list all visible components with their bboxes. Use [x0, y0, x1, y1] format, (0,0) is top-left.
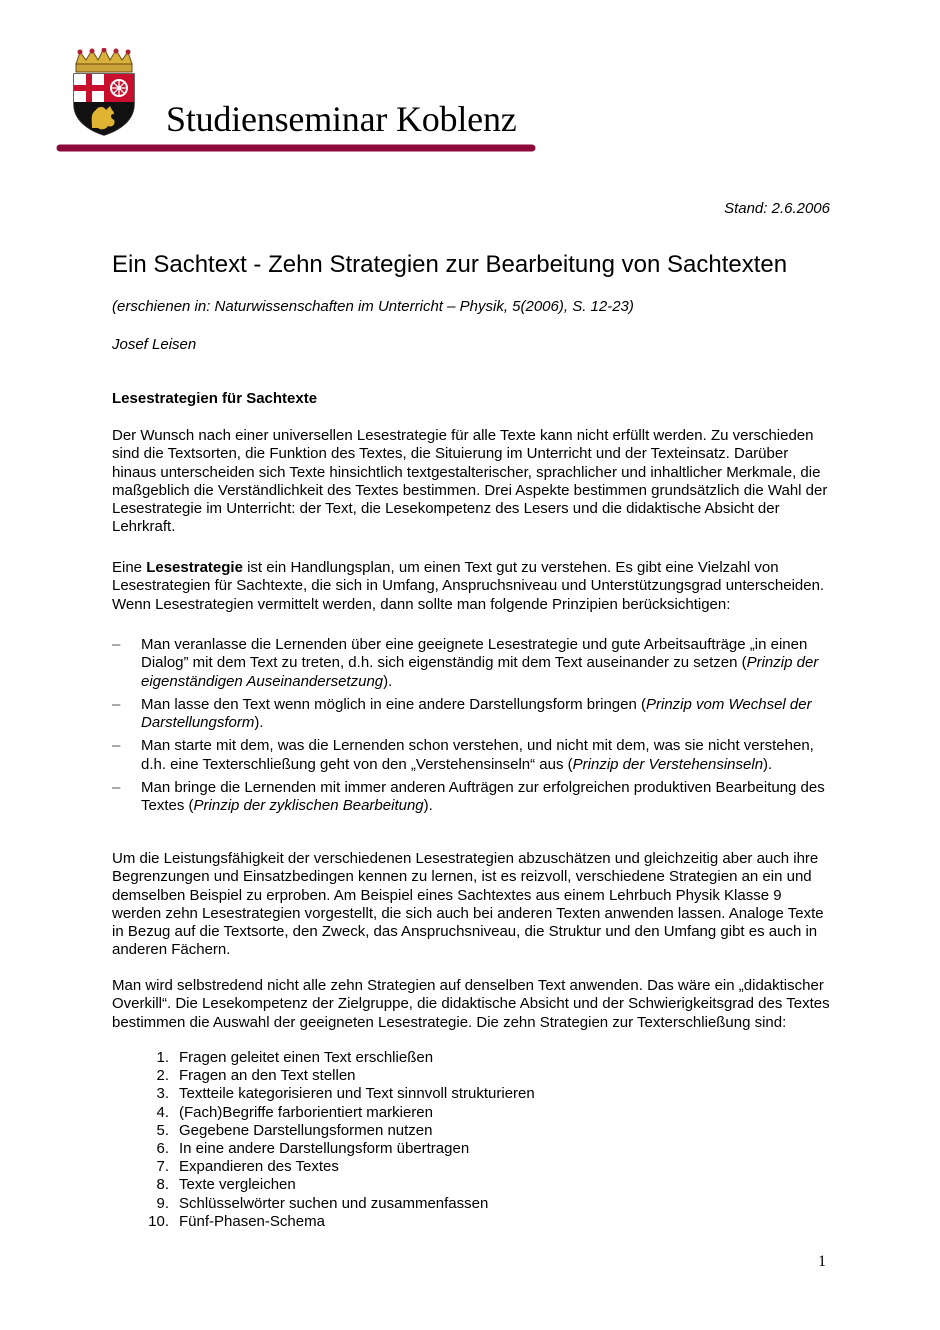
principle-name: Prinzip der Verstehensinseln — [572, 755, 764, 773]
stand-date: Stand: 2.6.2006 — [724, 200, 830, 217]
publication-note: (erschienen in: Naturwissenschaften im Unterricht – Physik, 5(2006), S. 12-23) — [112, 298, 634, 315]
principle-name: Prinzip vom Wechsel der Darstellungsform — [141, 695, 812, 732]
list-item — [112, 1104, 832, 1122]
list-number: 5. — [156, 1121, 169, 1139]
list-item — [112, 779, 832, 816]
list-item — [112, 696, 832, 733]
strategy-label: Fragen an den Text stellen — [179, 1067, 356, 1085]
strategy-label: Gegebene Darstellungsformen nutzen — [179, 1121, 433, 1139]
strategy-label: Textteile kategorisieren und Text sinnvoll strukturieren — [179, 1085, 535, 1103]
list-item — [112, 636, 832, 691]
list-item — [112, 737, 832, 774]
principle-tail: ). — [763, 755, 773, 773]
term-lesestrategie: Lesestrategie — [146, 559, 243, 576]
strategy-label: Fragen geleitet einen Text erschließen — [179, 1049, 434, 1066]
paragraph-auswahl: Man wird selbstredend nicht alle zehn Strategien auf denselben Text anwenden. Das wäre ein „didaktischer Overkill“. Die Lesekompetenz der Zielgruppe, die didaktische Absicht und der Schwierigkeitsgrad des Textes bestimmen die Auswahl der geeigneten Lesestrategie. Die zehn Strategien zur Texterschließung sind: — [112, 977, 830, 1031]
list-number: 3. — [156, 1085, 169, 1103]
list-number: 2. — [156, 1067, 169, 1085]
list-number: 1. — [156, 1049, 169, 1066]
organization-title: Studienseminar Koblenz — [166, 99, 517, 139]
document-title: Ein Sachtext - Zehn Strategien zur Bearbeitung von Sachtexten — [112, 251, 788, 278]
list-item — [112, 1158, 832, 1176]
principles-list — [112, 636, 832, 821]
principle-text: Man lasse den Text wenn möglich in eine andere Darstellungsform bringen ( — [141, 695, 646, 713]
paragraph-intro: Der Wunsch nach einer universellen Lesestrategie für alle Texte kann nicht erfüllt werden. Zu verschieden sind die Textsorten, die Funktion des Textes, die Situierung im Unterricht und der Texteinsatz. Darüber hinaus unterscheiden sich Texte hinsichtlich textgestalterischer, sprachlicher und inhaltlicher Merkmale, die maßgeblich die Verständlichkeit des Textes bestimmen. Drei Aspekte bestimmen grundsätzlich die Wahl der Lesestrategie im Unterricht: der Text, die Lesekompetenz des Lesers und die didaktische Absicht der Lehrkraft. — [112, 427, 828, 536]
list-item — [112, 1140, 832, 1158]
list-number: 7. — [156, 1158, 169, 1176]
page-number: 1 — [818, 1253, 826, 1270]
principle-tail: ). — [383, 672, 393, 690]
list-item — [112, 1195, 832, 1213]
principle-name: Prinzip der zyklischen Bearbeitung — [193, 797, 424, 815]
strategy-label: Texte vergleichen — [179, 1176, 296, 1194]
author: Josef Leisen — [112, 336, 197, 353]
strategy-label: (Fach)Begriffe farborientiert markieren — [179, 1103, 433, 1121]
principle-text: Man veranlasse die Lernenden über eine geeignete Lesestrategie und gute Arbeitsaufträge „in einen Dialog” mit dem Text zu treten, d.h. sich eigenständig mit dem Text auseinander zu setzen ( — [141, 636, 808, 672]
list-item — [112, 1049, 832, 1067]
principle-name: Prinzip der eigenständigen Auseinandersetzung — [141, 654, 819, 690]
paragraph-lesestrategie — [112, 559, 832, 614]
strategy-label: Fünf-Phasen-Schema — [179, 1212, 325, 1230]
paragraph-leistungsfaehigkeit: Um die Leistungsfähigkeit der verschiedenen Lesestrategien abzuschätzen und gleichzeitig aber auch ihre Begrenzungen und Einsatzbedingen kennen zu lernen, ist es reizvoll, verschiedene Strategien an ein und demselben Beispiel zu erproben. Am Beispiel eines Sachtextes aus einem Lehrbuch Physik Klasse 9 werden zehn Lesestrategien vorgestellt, die sich auch bei anderen Texten anwenden lassen. Analoge Texte in Bezug auf die Textsorte, den Zweck, das Anspruchsniveau, die Struktur und den Umfang gibt es auch in anderen Fächern. — [112, 850, 824, 959]
list-number: 10. — [148, 1212, 169, 1230]
list-number: 8. — [156, 1176, 169, 1194]
list-number: 6. — [156, 1140, 169, 1158]
list-item — [112, 1085, 832, 1103]
strategy-label: Expandieren des Textes — [179, 1158, 339, 1176]
principle-text: Man bringe die Lernenden mit immer anderen Aufträgen zur erfolgreichen produktiven Bearbeitung des Textes ( — [141, 779, 825, 815]
principle-tail: ). — [254, 714, 264, 732]
list-number: 4. — [156, 1103, 169, 1121]
strategy-label: In eine andere Darstellungsform übertragen — [179, 1140, 470, 1158]
paragraph-rest: ist ein Handlungsplan, um einen Text gut zu verstehen. Es gibt eine Vielzahl von Lesestrategien für Sachtexte, die sich in Umfang, Anspruchsniveau und Unterstützungsgrad unterscheiden. Wenn Lesestrategien vermittelt werden, dann sollte man folgende Prinzipien berücksichtigen: — [112, 559, 825, 613]
strategies-list — [112, 1049, 832, 1231]
paragraph-lead: Eine — [112, 559, 147, 576]
rhineland-palatinate-coat-of-arms-icon — [70, 48, 138, 136]
principle-text: Man starte mit dem, was die Lernenden schon verstehen, und nicht mit dem, was sie nicht verstehen, d.h. eine Texterschließung geht von den „Verstehensinseln“ aus ( — [141, 737, 814, 773]
list-item — [112, 1176, 832, 1194]
list-item — [112, 1067, 832, 1085]
header-rule — [56, 144, 536, 152]
principle-tail: ). — [423, 797, 433, 815]
strategy-label: Schlüsselwörter suchen und zusammenfassen — [179, 1194, 489, 1212]
list-item — [112, 1213, 832, 1231]
list-item — [112, 1122, 832, 1140]
section-heading: Lesestrategien für Sachtexte — [112, 390, 318, 407]
list-number: 9. — [156, 1194, 169, 1212]
